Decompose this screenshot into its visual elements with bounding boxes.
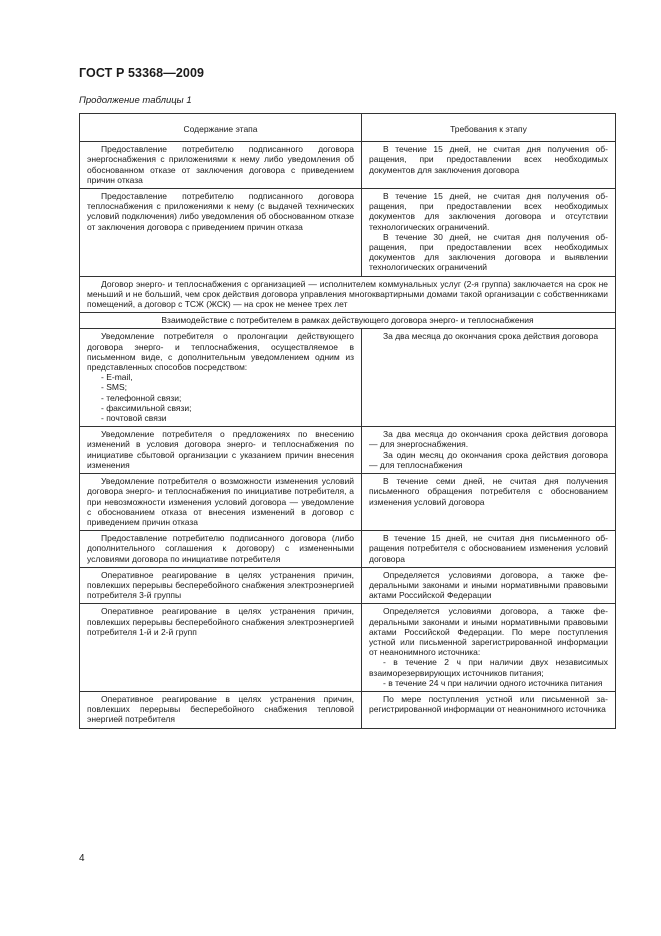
stage-cell — [80, 474, 362, 531]
stage-text: Уведомление потребителя о возможности изменения условий договора энерго- и теплоснабжения по инициативе потребителя, а при невозможности изменения условий договора — уведомление с обоснованием отказа от внесения изменений в договор с приведением причин отказа — [87, 476, 354, 527]
requirement-text: Определяется условиями договора, а также федеральными законами и иными нормативными правовыми актами Российской Федерации — [369, 569, 608, 601]
table-row — [80, 329, 616, 427]
requirement-text: Определяется условиями договора, а также федеральными законами и иными нормативными правовыми актами Российской Федерации. По мере поступления устной или письменной зарегистрированной информации от неанонимного источника: — [369, 606, 608, 658]
document-header: ГОСТ Р 53368—2009 — [79, 66, 205, 80]
table-row — [80, 142, 616, 189]
stage-cell — [80, 604, 362, 692]
requirement-cell — [362, 427, 616, 474]
stage-cell — [80, 189, 362, 277]
table-row — [80, 567, 616, 604]
requirement-cell — [362, 474, 616, 531]
table-row-spanning — [80, 276, 616, 313]
stage-cell — [80, 329, 362, 427]
spanning-cell — [80, 276, 616, 313]
table-row — [80, 189, 616, 277]
requirement-cell — [362, 604, 616, 692]
requirement-text: В течение 30 дней, не считая дня получения обращения, при предоставлении всех необходимых документов для заключения договора и выявлении технологических ограничений — [369, 231, 608, 273]
section-header: Взаимодействие с потребителем в рамках действующего договора энерго- и теплоснабжения — [80, 313, 616, 329]
requirement-text: В течение семи дней, не считая дня получения письменного обращения потребителя с обоснованием изменения условий договора — [369, 476, 608, 507]
table-row — [80, 691, 616, 728]
requirement-cell — [362, 691, 616, 728]
table-row — [80, 474, 616, 531]
stage-text: Оперативное реагирование в целях устранения причин, повлекших перерывы бесперебойного снабжения тепловой энергией потребителя — [87, 693, 354, 725]
section-header-row — [80, 313, 616, 329]
requirement-text: За два месяца до окончания срока действия договора — [383, 331, 599, 342]
list-item: - факсимильной связи; — [101, 402, 192, 413]
stage-text: Оперативное реагирование в целях устранения причин, повлекших перерывы бесперебойного снабжения электроэнергией потребителя 3-й группы — [87, 569, 354, 601]
stage-text: Предоставление потребителю подписанного договора теплоснабжения с приложениями к нему (с выдачей технических условий подключения) либо уведомления об обоснованном отказе от заключения договора с приведением причин отказа — [87, 191, 354, 232]
stage-text: Уведомление потребителя о предложениях по внесению изменений в условия договора энерго- и теплоснабжения по инициативе сбытовой организации с указанием причин внесения изменения — [87, 429, 354, 470]
requirement-text: По мере поступления устной или письменной зарегистрированной информации от неанонимного источника — [369, 693, 608, 715]
requirement-text: В течение 15 дней, не считая дня получения обращения, при предоставлении всех необходимых документов для заключения договора — [369, 144, 608, 175]
list-item: - почтовой связи — [101, 413, 167, 424]
stage-text: Уведомление потребителя о пролонгации действующего договора энерго- и теплоснабжения, осуществляемое в письменном виде, с дополнительным уведомлением одним из представленных способов посредством: — [87, 331, 354, 373]
contract-term-text: Договор энерго- и теплоснабжения с организацией — исполнителем коммунальных услуг (2-я группа) заключается на срок не меньший и не больший, чем срок действия договора управления многоквартирными домами такой организации с собственниками помещений, а договор с ТСЖ (ЖСК) — на срок не менее трех лет — [87, 278, 608, 310]
requirement-cell — [362, 567, 616, 604]
table-header-row — [80, 114, 616, 142]
requirement-cell — [362, 329, 616, 427]
stage-cell — [80, 142, 362, 189]
stage-text: Предоставление потребителю подписанного договора энергоснабжения с приложениями к нему либо уведомления об обоснованном отказе от заключения договора с приведением причин отказа — [87, 144, 354, 185]
stage-cell — [80, 567, 362, 604]
requirement-cell — [362, 531, 616, 568]
requirement-bullet: - в течение 24 ч при наличии одного источника питания — [383, 677, 603, 688]
stage-text: Предоставление потребителю подписанного договора (либо дополнительного соглашения к договору) с измененными условиями договора по инициативе потребителя — [87, 533, 354, 564]
table-row — [80, 427, 616, 474]
requirement-text: За один месяц до окончания срока действия договора — для теплоснабжения — [369, 449, 608, 470]
table-row — [80, 604, 616, 692]
list-item: - SMS; — [101, 382, 127, 393]
requirement-text: За два месяца до окончания срока действия договора — для энергоснабжения. — [369, 429, 608, 450]
requirement-text: В течение 15 дней, не считая дня письменного обращения потребителя с обоснованием изменения условий договора — [369, 533, 608, 564]
requirement-bullet: - в течение 2 ч при наличии двух независимых взаиморезервирующих источников питания; — [369, 657, 608, 678]
stage-cell — [80, 531, 362, 568]
list-item: - E-mail, — [101, 372, 133, 383]
requirement-cell — [362, 142, 616, 189]
stage-cell — [80, 691, 362, 728]
page-number: 4 — [79, 853, 85, 864]
stage-cell — [80, 427, 362, 474]
requirement-cell — [362, 189, 616, 277]
col-header-stage-requirements: Требования к этапу — [362, 114, 616, 142]
requirements-table — [79, 113, 616, 729]
stage-text: Оперативное реагирование в целях устранения причин, повлекших перерывы бесперебойного снабжения электроэнергией потребителя 1-й и 2-й групп — [87, 606, 354, 637]
table-row — [80, 531, 616, 568]
list-item: - телефонной связи; — [101, 392, 182, 403]
table-continuation-caption: Продолжение таблицы 1 — [79, 95, 192, 106]
col-header-stage-content: Содержание этапа — [80, 114, 362, 142]
requirement-text: В течение 15 дней, не считая дня получения обращения, при предоставлении всех необходимых документов для заключения договора и отсутствии технологических ограничений. — [369, 191, 608, 232]
